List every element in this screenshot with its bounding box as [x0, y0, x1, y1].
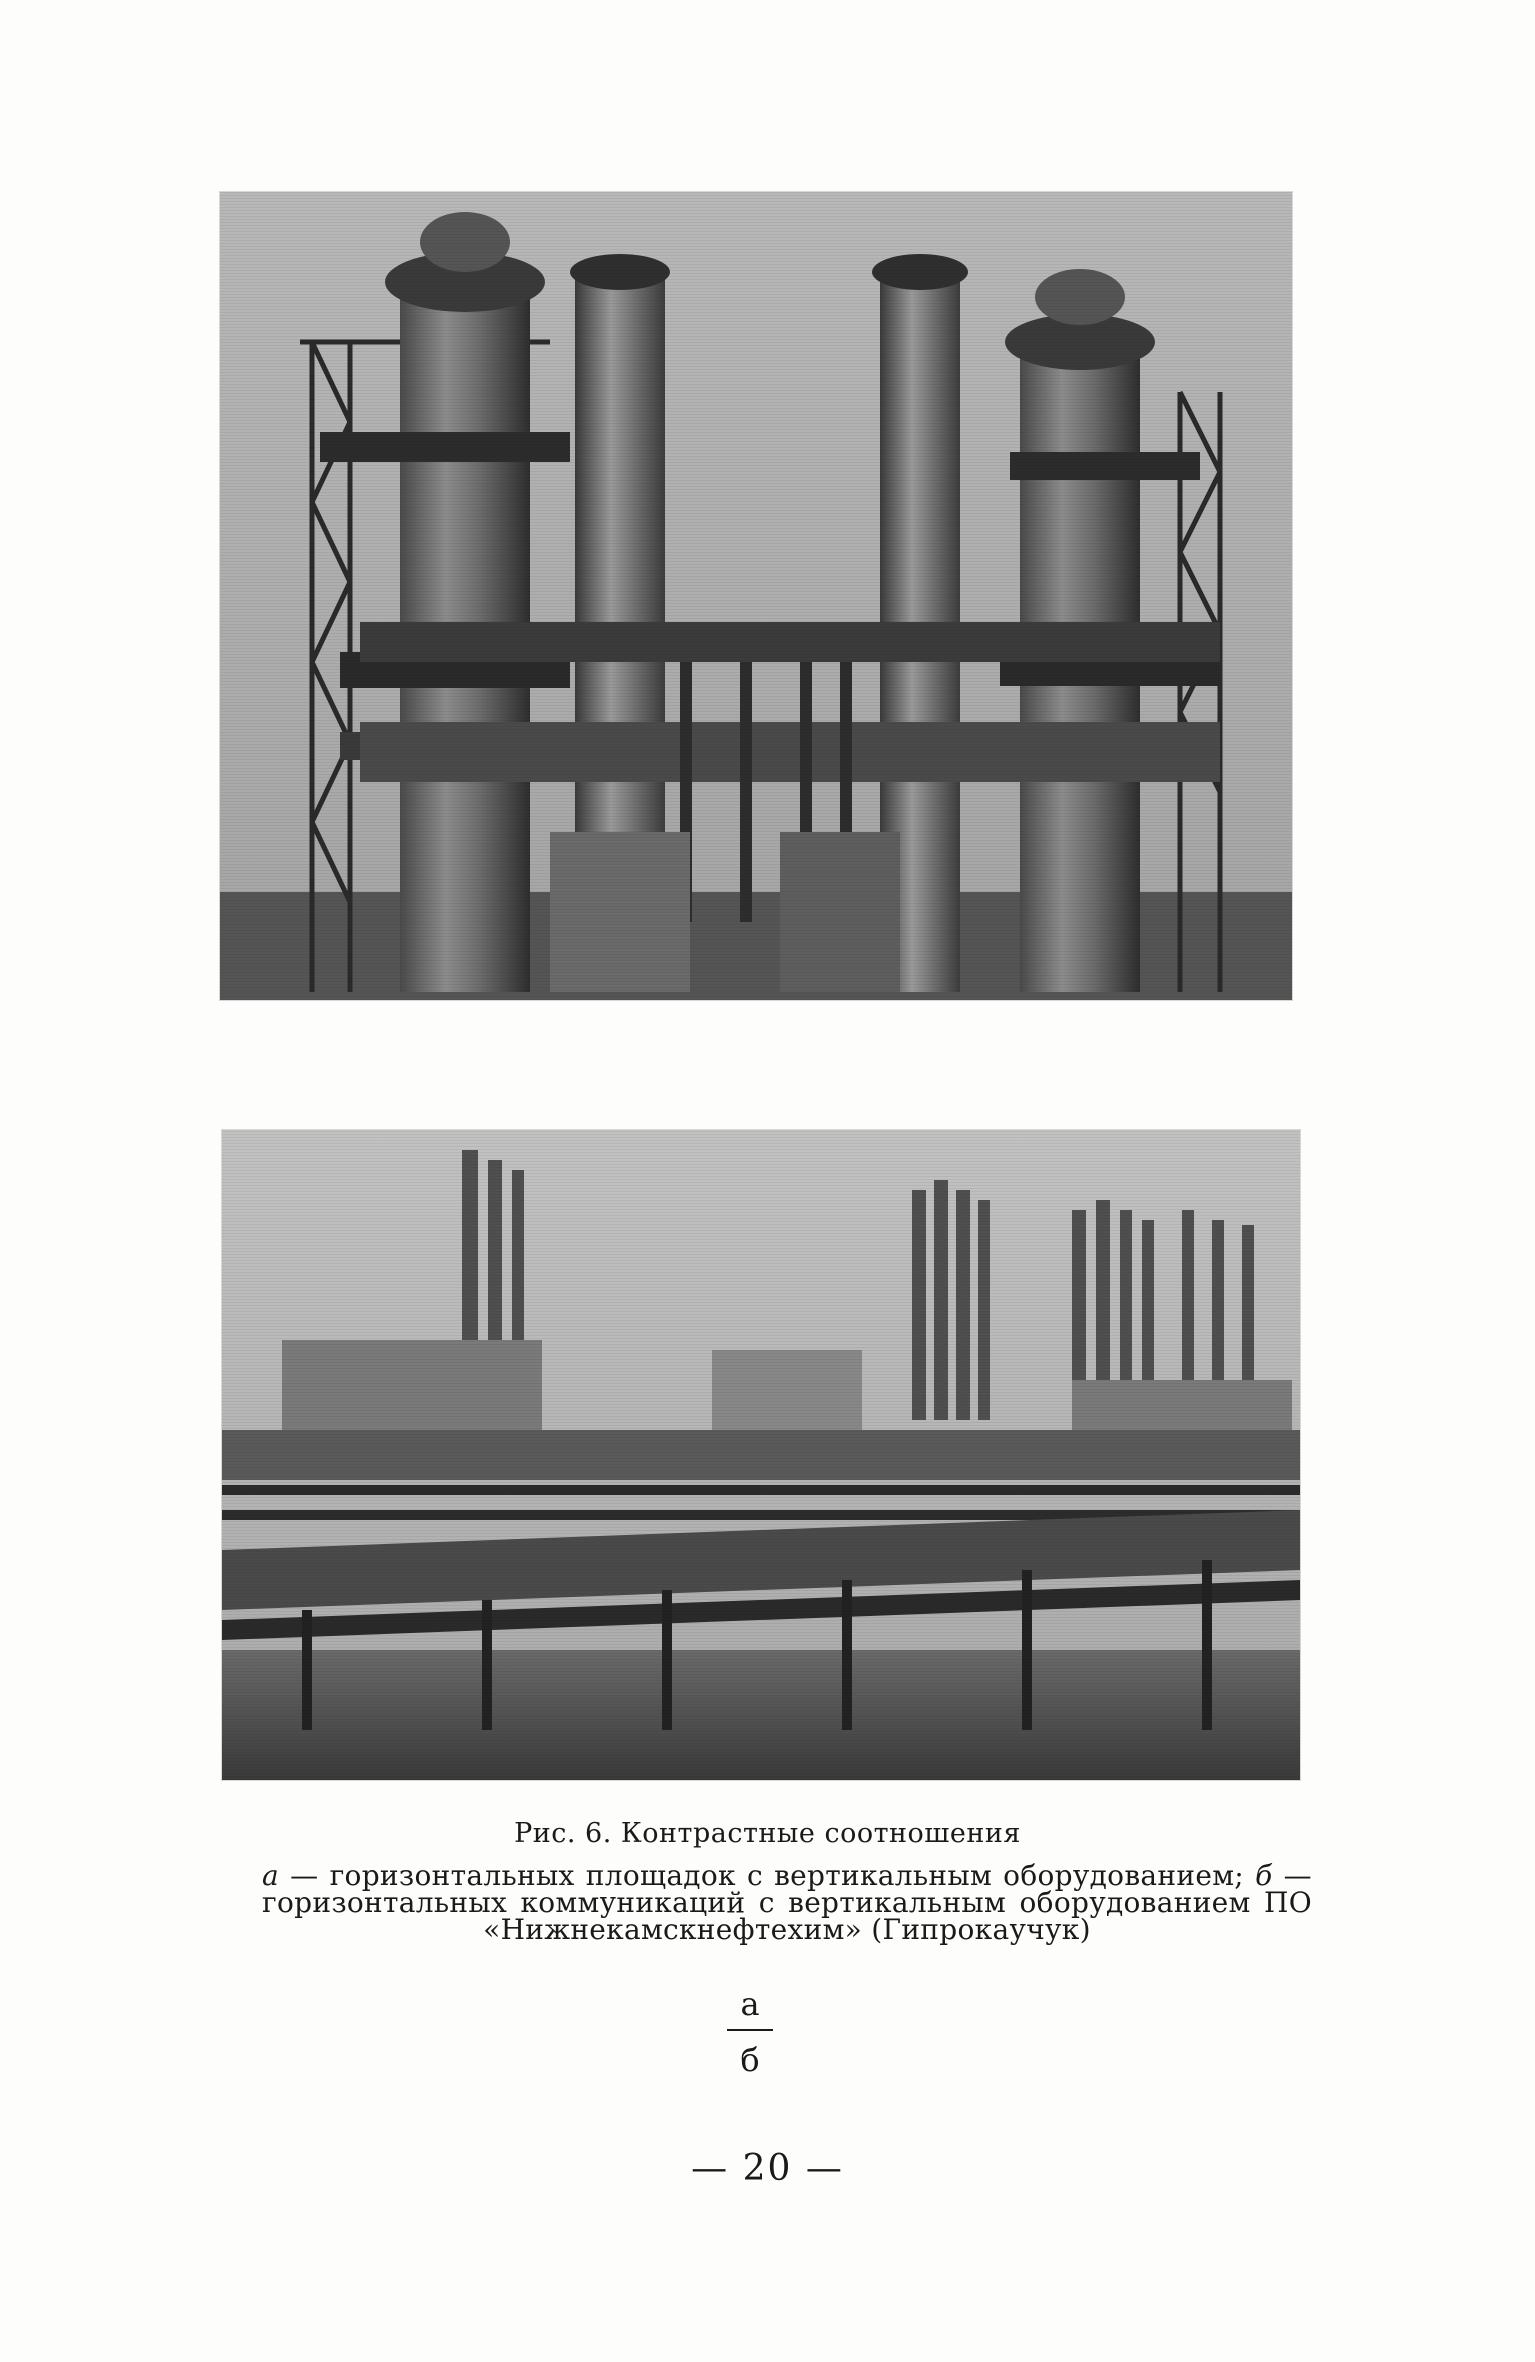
page-number: — 20 —: [691, 2148, 844, 2189]
figure-layout-key: [700, 1985, 800, 2079]
figure-caption-body: [262, 1859, 1312, 1946]
caption-a-text: — горизонтальных площадок с вертикальным оборудованием;: [279, 1859, 1256, 1892]
figure-caption-title: Рис. 6. Контрастные соотношения: [514, 1818, 1021, 1849]
photo-a-illustration: [220, 192, 1292, 1000]
caption-a-marker: а: [262, 1859, 279, 1892]
photo-b-illustration: [222, 1130, 1300, 1780]
photo-a-columns-with-platforms: [220, 192, 1292, 1000]
caption-b-marker: б: [1255, 1859, 1273, 1892]
caption-b-text: — горизонтальных коммуникаций с вертикальным оборудованием ПО «Нижнекамскнефтехим» (Гипрокаучук): [262, 1859, 1312, 1946]
fraction-bottom: б: [740, 2041, 760, 2079]
photo-b-pipelines-panorama: [222, 1130, 1300, 1780]
fraction-top: а: [727, 1985, 773, 2031]
